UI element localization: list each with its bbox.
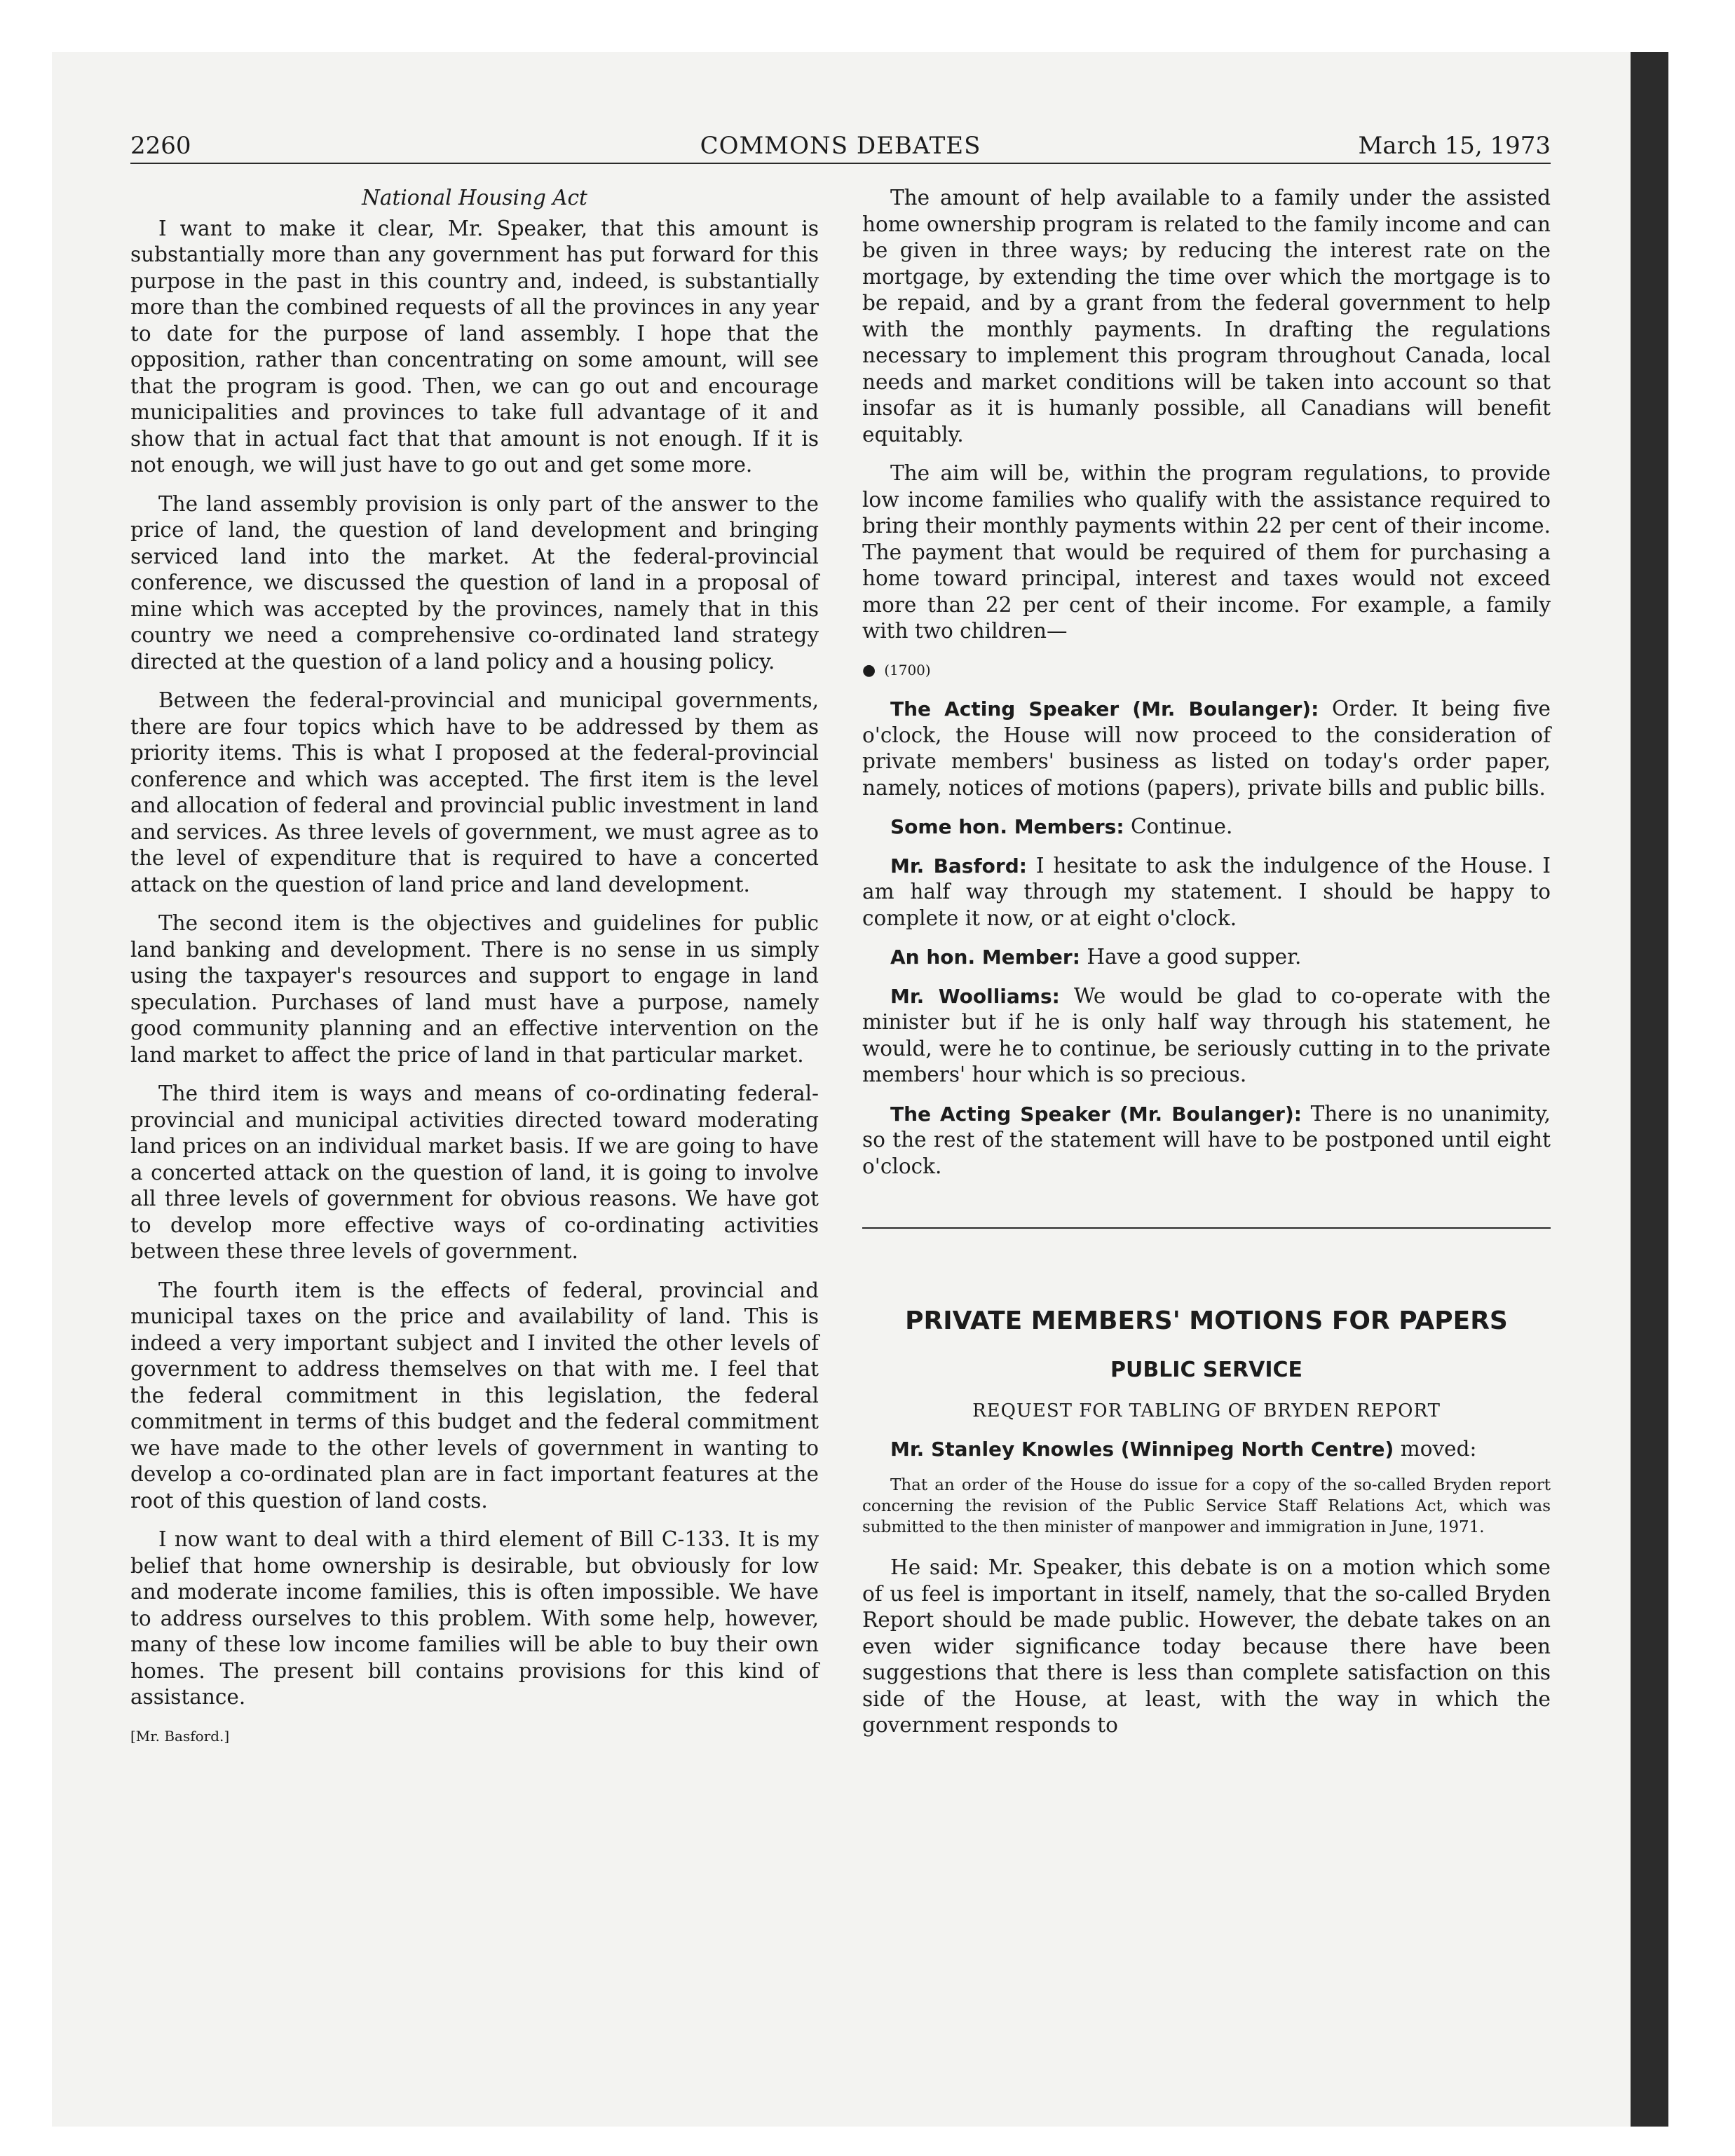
- speech-text: Have a good supper.: [1087, 945, 1302, 969]
- section-heading: PRIVATE MEMBERS' MOTIONS FOR PAPERS: [905, 1306, 1508, 1335]
- motion-heading: REQUEST FOR TABLING OF BRYDEN REPORT: [972, 1400, 1441, 1421]
- speech-text: We would be glad to co-operate with the minister but if he is only half way through his statement, he would, were he to continue, be seriously cutting in to the private members' hour which is so precious.: [862, 983, 1551, 1086]
- time-marker: [862, 657, 1551, 684]
- body-paragraph: The aim will be, within the program regulations, to provide low income families who qualify with the assistance required to bring their monthly payments within 22 per cent of their income. The payment that would be required of them for purchasing a home toward principal, interest and taxes would not exceed more than 22 per cent of their income. For example, a family with two children—: [862, 461, 1551, 643]
- body-paragraph: I want to make it clear, Mr. Speaker, that this amount is substantially more than any government has put forward for this purpose in the past in this country and, indeed, is substantially more than the combined requests of all the provinces in any year to date for the purpose of land assembly. I hope that the opposition, rather than concentrating on some amount, will see that the program is good. Then, we can go out and encourage municipalities and provinces to take full advantage of it and show that in actual fact that that amount is not enough. If it is not enough, we will just have to go out and get some more.: [130, 216, 819, 477]
- time-marker-text: (1700): [884, 661, 931, 678]
- mover-text: moved:: [1400, 1436, 1477, 1461]
- exchange: [862, 814, 1551, 840]
- body-paragraph: He said: Mr. Speaker, this debate is on a motion which some of us feel is important in itself, namely, that the so-called Bryden Report should be made public. However, the debate takes on an even wider significance today because there have been suggestions that there is less than complete satisfaction on this side of the House, at least, with the way in which the government responds to: [862, 1555, 1551, 1737]
- mover-line: [862, 1436, 1551, 1463]
- header-rule: [130, 163, 1551, 164]
- motion-text: That an order of the House do issue for a copy of the so-called Bryden report concerning the revision of the Public Service Staff Relations Act, which was submitted to the then minister of manpower and immigration in June, 1971.: [862, 1476, 1551, 1536]
- scan-edge-shadow: [1631, 52, 1668, 2127]
- speaker-name: An hon. Member:: [890, 946, 1080, 969]
- body-paragraph: The second item is the objectives and guidelines for public land banking and development. There is no sense in us simply using the taxpayer's resources and support to engage in land speculation. Purchases of land must have a purpose, namely good community planning and an effective intervention on the land market to affect the price of land in that particular market.: [130, 911, 819, 1067]
- body-paragraph: The land assembly provision is only part of the answer to the price of land, the question of land development and bringing serviced land into the market. At the federal-provincial conference, we discussed the question of land in a proposal of mine which was accepted by the provinces, namely that in this country we need a comprehensive co-ordinated land strategy directed at the question of a land policy and a housing policy.: [130, 491, 819, 674]
- speaker-name: Mr. Basford:: [890, 854, 1027, 878]
- speaker-name: The Acting Speaker (Mr. Boulanger):: [890, 697, 1319, 721]
- body-paragraph: I now want to deal with a third element of Bill C-133. It is my belief that home ownership is desirable, but obviously for low and moderate income families, this is often impossible. We have to address ourselves to this problem. With some help, however, many of these low income families will be able to buy their own homes. The present bill contains provisions for this kind of assistance.: [130, 1527, 819, 1709]
- body-paragraph: The third item is ways and means of co-ordinating federal-provincial and municipal activities directed toward moderating land prices on an individual market basis. If we are going to have a concerted attack on the question of land, it is going to involve all three levels of government for obvious reasons. We have got to develop more effective ways of co-ordinating activities between these three levels of government.: [130, 1082, 819, 1263]
- section-divider: [862, 1227, 1551, 1229]
- speaker-name: Mr. Stanley Knowles (Winnipeg North Centre): [890, 1437, 1394, 1461]
- body-paragraph: The amount of help available to a family under the assisted home ownership program is related to the family income and can be given in three ways; by reducing the interest rate on the mortgage, by extending the time over which the mortgage is to be repaid, and by a grant from the federal government to help with the monthly payments. In drafting the regulations necessary to implement this program throughout Canada, local needs and market conditions will be taken into account so that insofar as it is humanly possible, all Canadians will benefit equitably.: [862, 186, 1551, 446]
- exchange: [862, 853, 1551, 932]
- left-column: [130, 185, 819, 1766]
- body-paragraph: Between the federal-provincial and municipal governments, there are four topics which have to be addressed by them as priority items. This is what I proposed at the federal-provincial conference and which was accepted. The first item is the level and allocation of federal and provincial public investment in land and services. As three levels of government, we must agree as to the level of expenditure that is required to have a concerted attack on the question of land price and land development.: [130, 688, 819, 896]
- page-number: 2260: [130, 132, 191, 160]
- issue-date: March 15, 1973: [1358, 132, 1551, 160]
- speech-text: There is no unanimity, so the rest of the statement will have to be postponed until eight o'clock.: [862, 1101, 1551, 1178]
- speaker-name: Some hon. Members:: [890, 815, 1124, 838]
- body-paragraph: The fourth item is the effects of federal, provincial and municipal taxes on the price and availability of land. This is indeed a very important subject and I invited the other levels of government to address themselves on that with me. I feel that the federal commitment in this legislation, the federal commitment in terms of this budget and the federal commitment we have made to the other levels of government in wanting to develop a co-ordinated plan are in fact important features at the root of this question of land costs.: [130, 1278, 819, 1513]
- speaker-name: The Acting Speaker (Mr. Boulanger):: [890, 1102, 1302, 1126]
- right-column: [862, 185, 1551, 1752]
- subsection-heading: PUBLIC SERVICE: [1110, 1358, 1303, 1382]
- exchange: [862, 1101, 1551, 1180]
- exchange: [862, 983, 1551, 1089]
- page-header: [130, 132, 1551, 160]
- speaker-name: Mr. Woolliams:: [890, 984, 1060, 1008]
- speech-text: Continue.: [1130, 814, 1233, 838]
- speaker-tag: [Mr. Basford.]: [130, 1727, 230, 1745]
- speech-text: I hesitate to ask the indulgence of the House. I am half way through my statement. I should be happy to complete it now, or at eight o'clock.: [862, 853, 1551, 930]
- section-title: National Housing Act: [362, 186, 587, 210]
- exchange: [862, 944, 1551, 971]
- exchange: [862, 696, 1551, 801]
- publication-title: COMMONS DEBATES: [700, 132, 981, 160]
- bullet-icon: ●: [862, 661, 876, 679]
- speech-text: Order. It being five o'clock, the House will now proceed to the consideration of private members' business as listed on today's order paper, namely, notices of motions (papers), private bills and public bills.: [862, 697, 1551, 800]
